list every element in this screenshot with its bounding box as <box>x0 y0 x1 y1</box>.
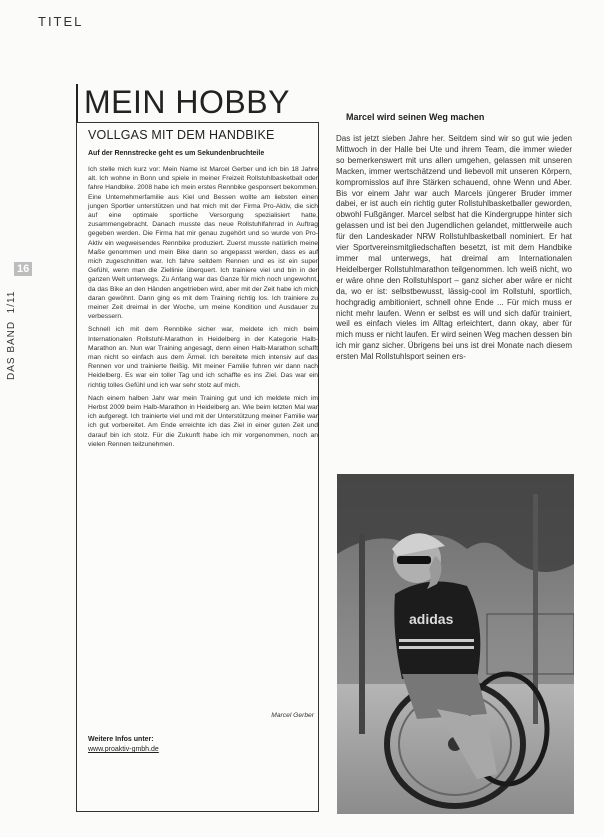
magazine-name: DAS BAND <box>6 320 17 380</box>
article-title: MEIN HOBBY <box>84 84 290 120</box>
web-label: Weitere Infos unter: <box>88 736 154 743</box>
issue-number: 1/11 <box>6 290 17 314</box>
article-content <box>88 128 318 453</box>
web-link[interactable]: www.proaktiv-gmbh.de <box>88 746 159 753</box>
shirt <box>394 582 480 680</box>
section-label: TITEL <box>38 14 84 29</box>
article-lead: Auf der Rennstrecke geht es um Sekundenbruchteile <box>88 150 265 157</box>
title-rule <box>76 84 78 122</box>
article-subtitle: VOLLGAS MIT DEM HANDBIKE <box>88 128 275 142</box>
wheelchair-photo <box>337 474 574 814</box>
column-two <box>336 112 572 363</box>
column-heading: Marcel wird seinen Weg machen <box>346 112 485 122</box>
column-text: Das ist jetzt sieben Jahre her. Seitdem sind wir so gut wie jeden Mittwoch in der Halle bei Ute und ihrem Team, die immer wieder so bemerkenswert mit uns allen umgehen, gelassen mit unseren Macken, immer wertschätzend und liebevoll mit unseren Körpern, kompromisslos auf ihre Stärken schauend, ohne Wenn und Aber. Bis vor einem Jahr war auch Marcels jüngerer Bruder immer dabei, er ist auch ein richtig guter Rollstuhlbasketballer geworden, obwohl Fußgänger. Marcel selbst hat die Kindergruppe hinter sich gelassen und ist bei den Jugendlichen gelandet, mittlerweile auch für den Landeskader NRW Rollstuhlbasketball nominiert. Er hat vier Sportvereinsmitgliedschaften besetzt, ist mit dem Handbike immer mal unterwegs, hat dreimal am Internationalen Heidelberger Rollstuhlmarathon teilgenommen. Ich weiß nicht, wo er wäre ohne den Rollstuhlsport – ganz sicher aber wäre er nicht da, wo er ist: selbstbewusst, lässig-cool im Rollstuhl, sportlich, hochgradig ambitioniert, schnell ohne Ende ... Für mich muss er nicht mehr laufen. Wenn er selbst es will und sich dafür trainiert, weil es einfach vieles im Alltag erleichtert, dann okay, aber für mich muss er nicht laufen. Er wird seinen Weg machen dessen bin ich mir ganz sicher. Übrigens bei uns ist drei Monate nach diesem ersten Mal Rollstuhlsport seinen ers- <box>336 134 572 362</box>
stripe-2 <box>399 646 474 649</box>
shirt-logo: adidas <box>409 611 454 627</box>
pole-left <box>359 534 365 734</box>
paragraph: Nach einem halben Jahr war mein Training gut und ich meldete mich im Herbst 2009 beim Halb-Marathon in Heidelberg an. Wie beim letzten Mal war ich aufgeregt. Ich trainierte viel und mit der Unterstützung meiner Familie war ich gut vorbereitet. Am Ende erreichte ich das Ziel in einer guten Zeit und darauf bin ich stolz. Für die Zukunft habe ich mir vorgenommen, noch an vielen Rennen teilzunehmen. <box>88 394 318 448</box>
page-number: 16 <box>14 262 32 276</box>
author-name: Marcel Gerber <box>271 712 314 719</box>
paragraph: Schnell ich mit dem Rennbike sicher war, meldete ich mich beim Internationalen Rollstuhl-Marathon in Heidelberg in der Kategorie Halb-Marathon an. Nun war Training angesagt, denn einen Halb-Marathon schafft man nicht so einfach aus dem Ärmel. Ich bereitete mich intensiv auf das Rennen vor und trainierte fleißig. Mit meiner Familie fuhren wir dann nach Heidelberg. Es war ein toller Tag und ich schaffte es ins Ziel. Das war ein richtig tolles Gefühl und ich war sehr stolz auf mich. <box>88 326 318 389</box>
stripe-1 <box>399 639 474 642</box>
paragraph: Ich stelle mich kurz vor: Mein Name ist Marcel Gerber und ich bin 18 Jahre alt. Ich wohne in Bonn und spiele in meiner Freizeit Rollstuhlbasketball oder fahre Handbike. 2008 habe ich mein erstes Rennbike gesponsert bekommen. Eine Unternehmerfamilie aus Kiel und Bessen wollte am liebsten einen jungen Sportler unterstützen und hat mich mit der Firma Pro-Aktiv, die sich auf eine optimale sportliche Versorgung spezialisiert hatte, zusammengebracht. Danach musste das neue Rollstuhlfahrrad in Auftrag gegeben werden. Die Firma hat mir genau zugehört und so wurde von Pro-Aktiv ein wegweisendes Rennbike produziert. Zuerst musste natürlich meine Maße genommen und mein Bike dann so angepasst werden, dass es auf mich zugeschnitten war. Ich fahre seitdem Rennen und es ist ein super Gefühl, wenn man die Ziellinie überquert. Ich trainiere viel und bin in der ganzen Welt unterwegs. Zu Anfang war das Ganze für mich noch ungewohnt, da das Bike an den Händen angetrieben wird, aber mit der Zeit habe ich mich daran gewöhnt. Dann ging es mit dem Training richtig los. Ich trainiere zu meiner Zeit dreimal in der Woche, um meine Kondition und Ausdauer zu verbessern. <box>88 166 318 321</box>
sunglasses <box>397 556 431 564</box>
